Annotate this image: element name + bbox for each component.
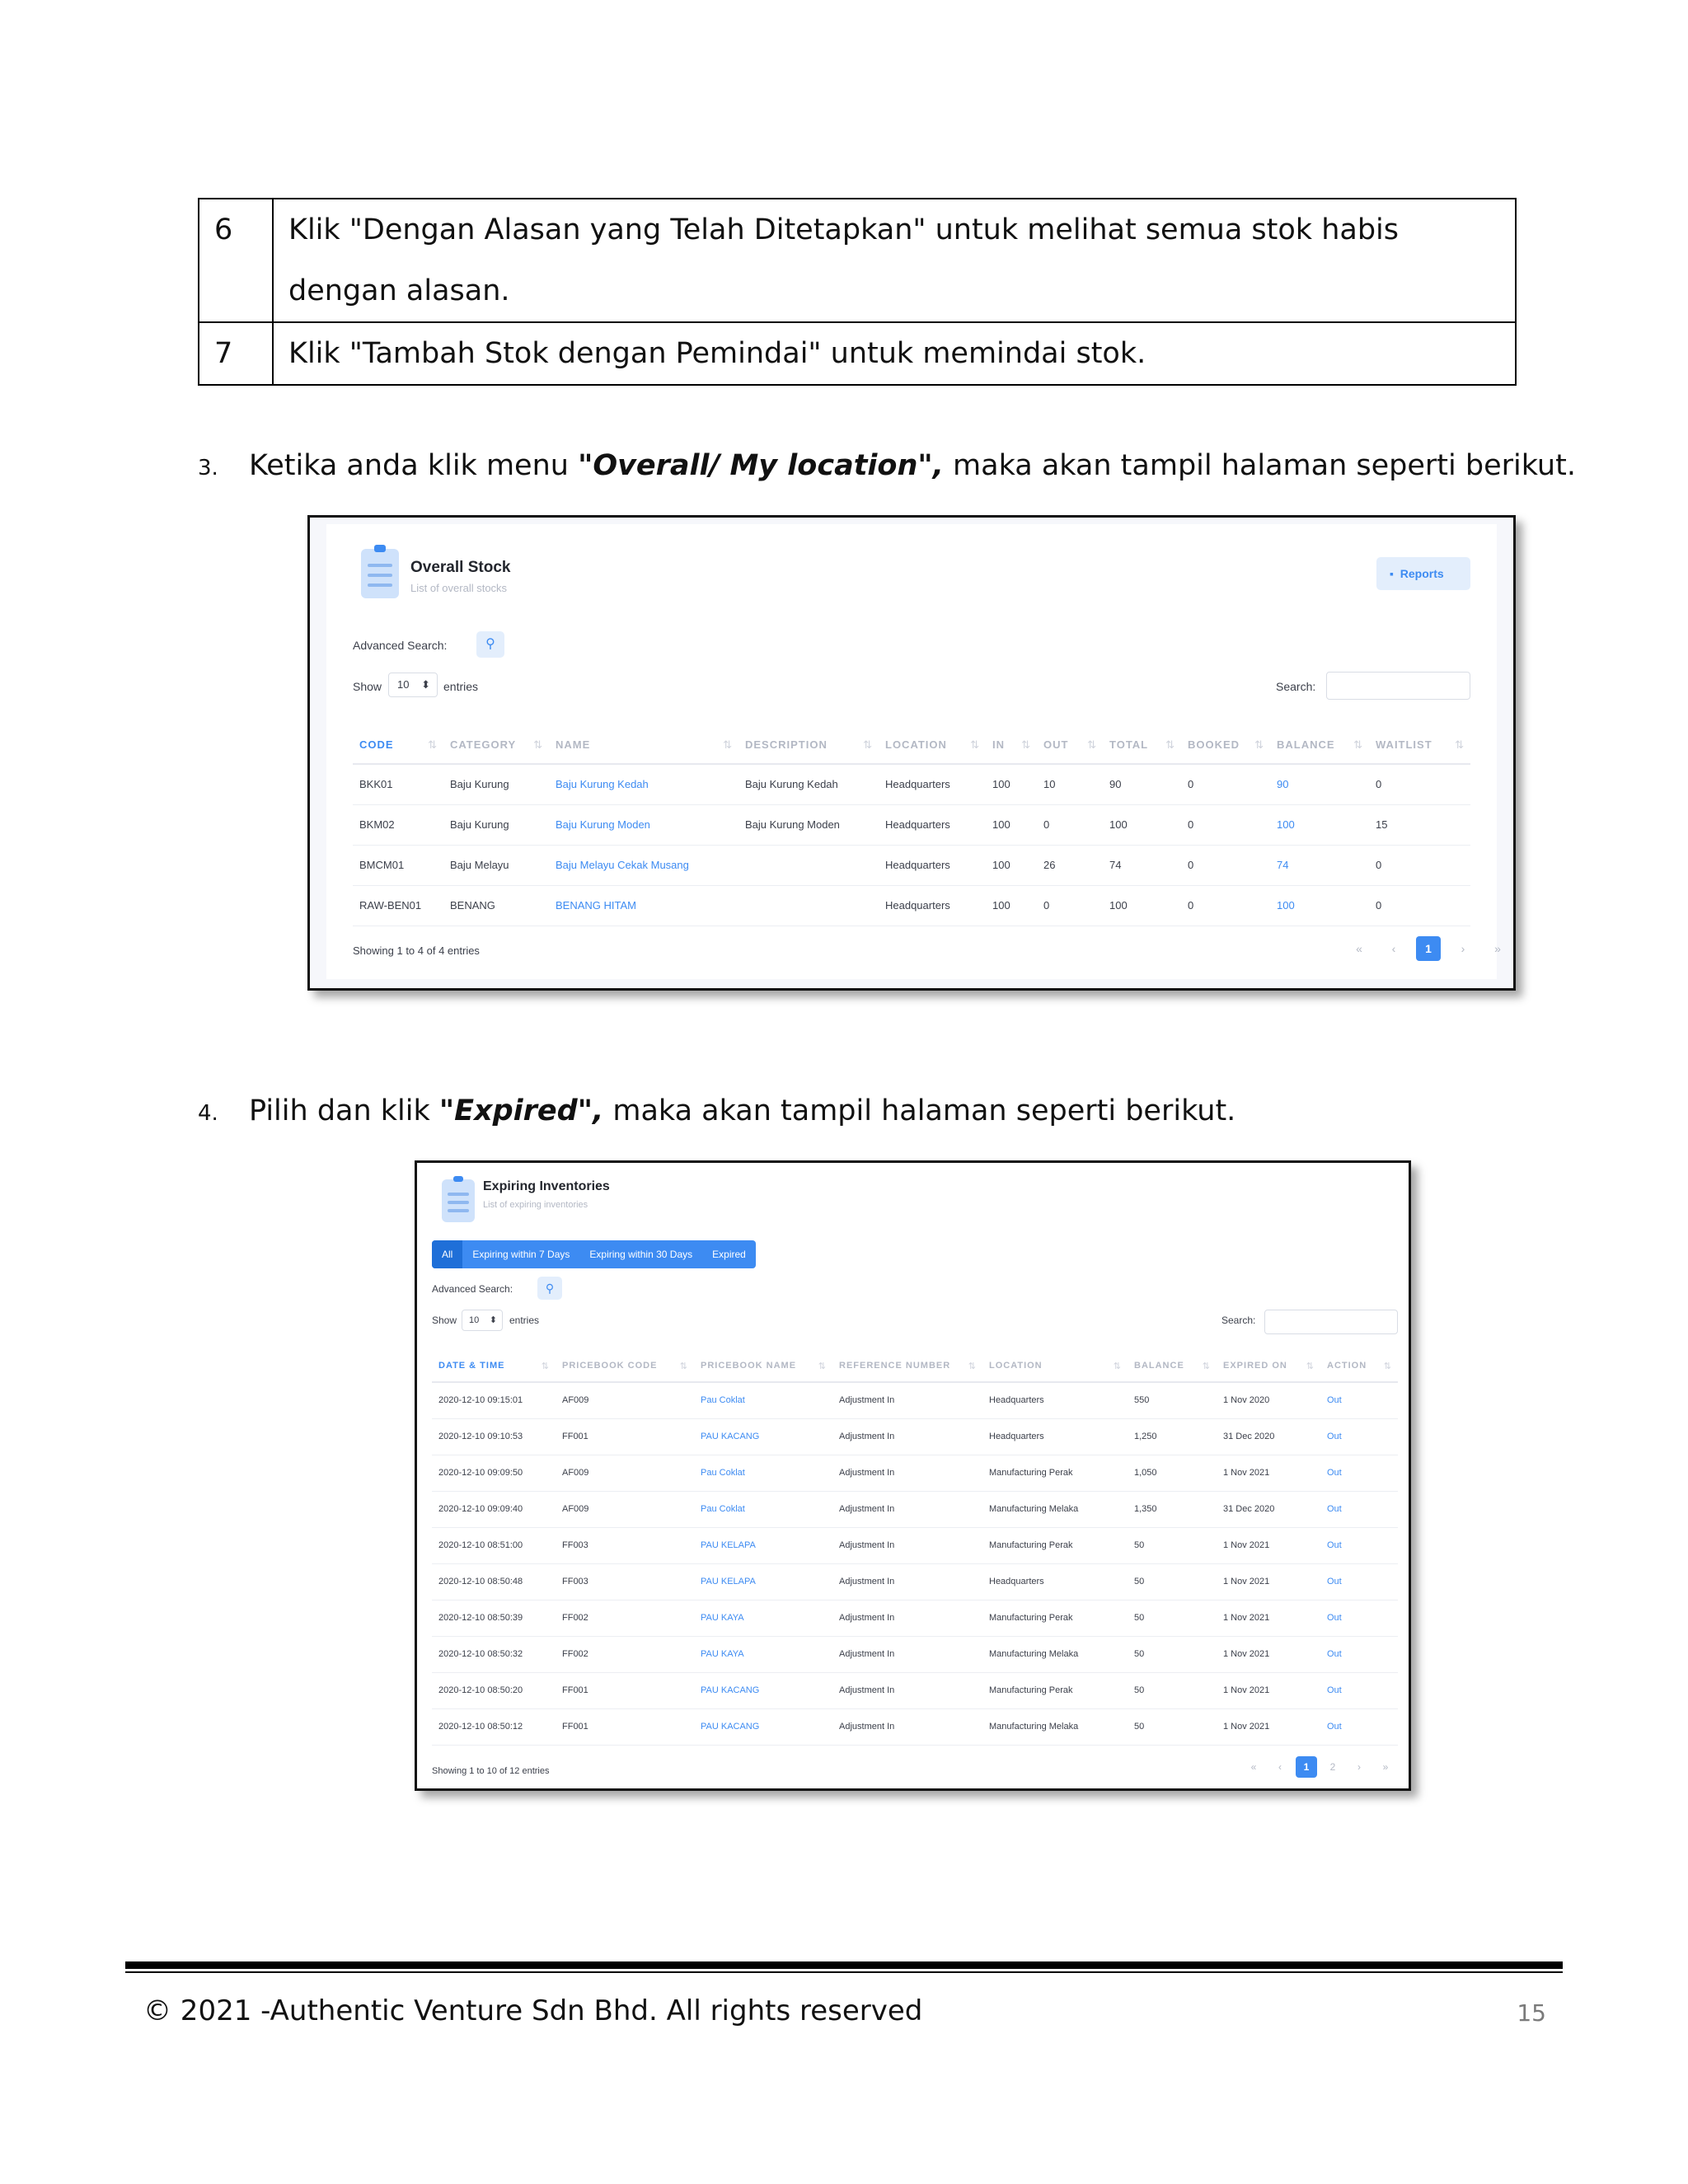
cell-reference-number: Adjustment In [832,1563,982,1600]
sort-icon[interactable]: ⇅ [533,738,542,751]
steps-table [198,198,1517,386]
advanced-search-button[interactable] [476,631,504,658]
prev-page-icon[interactable]: ‹ [1391,942,1396,955]
cell-pricebook-name[interactable]: PAU KAYA [694,1600,832,1636]
entries-select[interactable] [462,1310,503,1331]
cell-date-time: 2020-12-10 08:50:39 [432,1600,556,1636]
advanced-search-label: Advanced Search: [432,1283,513,1295]
cell-location: Headquarters [879,845,986,885]
expiry-filter-tabs [432,1240,756,1268]
column-header-pricebook-name[interactable]: PRICEBOOK NAME ⇅ [694,1351,832,1382]
search-label: Search: [1276,680,1316,693]
cell-out: 10 [1037,764,1103,804]
cell-code: BMCM01 [353,845,443,885]
sort-icon[interactable]: ⇅ [1202,1361,1210,1371]
cell-balance[interactable]: 90 [1270,764,1369,804]
page-button-1[interactable]: 1 [1416,936,1441,961]
cell-expired-on: 1 Nov 2021 [1217,1672,1320,1708]
tab-expired[interactable]: Expired [712,1249,746,1260]
cell-reference-number: Adjustment In [832,1527,982,1563]
sort-icon[interactable]: ⇅ [428,738,437,751]
cell-in: 100 [986,885,1037,926]
cell-balance: 50 [1128,1563,1217,1600]
page-number: 15 [1517,1999,1546,2027]
table-header-row [432,1351,1398,1382]
cell-action[interactable]: Out [1320,1600,1398,1636]
copyright-text: © 2021 -Authentic Venture Sdn Bhd. All rights reserved [143,1994,923,2027]
cell-out: 26 [1037,845,1103,885]
cell-expired-on: 1 Nov 2020 [1217,1382,1320,1418]
column-header-booked[interactable]: BOOKED ⇅ [1181,726,1270,764]
report-icon: ▪ [1390,567,1394,580]
clipboard-icon [361,549,399,598]
cell-expired-on: 31 Dec 2020 [1217,1418,1320,1455]
cell-name[interactable]: Baju Melayu Cekak Musang [549,845,738,885]
cell-name[interactable]: Baju Kurung Kedah [549,764,738,804]
cell-waitlist: 15 [1369,804,1470,845]
cell-balance: 50 [1128,1708,1217,1745]
cell-date-time: 2020-12-10 09:15:01 [432,1382,556,1418]
cell-total: 74 [1103,845,1181,885]
search-icon: ⚲ [485,637,495,651]
section-number: 3. [198,456,218,480]
expiring-inventories-screenshot [415,1160,1411,1791]
step-number: 6 [199,199,273,322]
first-page-icon[interactable]: « [1356,942,1362,955]
cell-pricebook-code: FF003 [556,1527,694,1563]
cell-balance: 1,350 [1128,1491,1217,1527]
cell-booked: 0 [1181,764,1270,804]
cell-reference-number: Adjustment In [832,1491,982,1527]
cell-waitlist: 0 [1369,845,1470,885]
sort-icon[interactable]: ⇅ [1021,738,1030,751]
column-header-date-time[interactable]: DATE & TIME ⇅ [432,1351,556,1382]
overall-stock-table [353,726,1470,926]
cell-location: Manufacturing Melaka [982,1708,1128,1745]
footer-rule-thin [125,1971,1563,1973]
cell-pricebook-name[interactable]: PAU KACANG [694,1418,832,1455]
cell-reference-number: Adjustment In [832,1636,982,1672]
page-title: Overall Stock [410,559,511,576]
cell-expired-on: 1 Nov 2021 [1217,1636,1320,1672]
column-header-pricebook-code[interactable]: PRICEBOOK CODE ⇅ [556,1351,694,1382]
cell-pricebook-code: AF009 [556,1455,694,1491]
cell-action[interactable]: Out [1320,1563,1398,1600]
menu-name: "Overall/ My location", [578,449,944,482]
cell-action[interactable]: Out [1320,1382,1398,1418]
cell-booked: 0 [1181,804,1270,845]
cell-date-time: 2020-12-10 08:51:00 [432,1527,556,1563]
cell-code: BKM02 [353,804,443,845]
column-header-reference-number[interactable]: REFERENCE NUMBER ⇅ [832,1351,982,1382]
cell-in: 100 [986,845,1037,885]
table-row [432,1382,1398,1418]
cell-pricebook-name[interactable]: PAU KELAPA [694,1527,832,1563]
sort-icon[interactable]: ⇅ [541,1361,549,1371]
table-row [353,764,1470,804]
cell-pricebook-name[interactable]: PAU KACANG [694,1672,832,1708]
search-input[interactable] [1264,1310,1398,1334]
cell-code: BKK01 [353,764,443,804]
sort-icon[interactable]: ⇅ [818,1361,826,1371]
pagination [1347,936,1510,961]
cell-pricebook-code: FF003 [556,1563,694,1600]
cell-balance: 1,250 [1128,1418,1217,1455]
cell-location: Headquarters [879,764,986,804]
column-header-name[interactable]: NAME ⇅ [549,726,738,764]
sort-updown-icon: ⬍ [489,1315,497,1325]
cell-balance[interactable]: 100 [1270,804,1369,845]
cell-category: Baju Melayu [443,845,549,885]
cell-description [738,885,879,926]
cell-balance: 550 [1128,1382,1217,1418]
cell-name[interactable]: BENANG HITAM [549,885,738,926]
showing-entries-text: Showing 1 to 10 of 12 entries [432,1766,550,1776]
entries-select[interactable] [388,673,438,697]
cell-pricebook-name[interactable]: Pau Coklat [694,1491,832,1527]
reports-button[interactable] [1376,557,1470,590]
sort-icon[interactable]: ⇅ [1353,738,1362,751]
first-page-icon[interactable]: « [1250,1761,1257,1773]
entries-label: entries [509,1315,540,1326]
page-subtitle: List of overall stocks [410,582,508,594]
sort-updown-icon: ⬍ [421,678,430,691]
cell-pricebook-code: FF001 [556,1418,694,1455]
cell-location: Manufacturing Melaka [982,1636,1128,1672]
cell-expired-on: 1 Nov 2021 [1217,1455,1320,1491]
menu-name: "Expired", [438,1094,604,1127]
sort-icon[interactable]: ⇅ [1455,738,1464,751]
cell-expired-on: 1 Nov 2021 [1217,1708,1320,1745]
table-row [432,1455,1398,1491]
cell-location: Manufacturing Melaka [982,1491,1128,1527]
instruction-text: Pilih dan klik [249,1094,439,1127]
sort-icon[interactable]: ⇅ [679,1361,687,1371]
column-header-waitlist[interactable]: WAITLIST ⇅ [1369,726,1470,764]
sort-icon[interactable]: ⇅ [968,1361,976,1371]
search-label: Search: [1221,1315,1256,1326]
cell-location: Manufacturing Perak [982,1527,1128,1563]
cell-reference-number: Adjustment In [832,1672,982,1708]
cell-pricebook-code: FF002 [556,1636,694,1672]
cell-balance: 50 [1128,1636,1217,1672]
column-header-action[interactable]: ACTION ⇅ [1320,1351,1398,1382]
show-label: Show [432,1315,457,1326]
cell-expired-on: 1 Nov 2021 [1217,1600,1320,1636]
cell-category: BENANG [443,885,549,926]
cell-description: Baju Kurung Kedah [738,764,879,804]
column-header-expired-on[interactable]: EXPIRED ON ⇅ [1217,1351,1320,1382]
cell-pricebook-name[interactable]: PAU KAYA [694,1636,832,1672]
clipboard-icon [442,1179,475,1222]
cell-waitlist: 0 [1369,764,1470,804]
sort-icon[interactable]: ⇅ [970,738,979,751]
cell-balance: 50 [1128,1600,1217,1636]
entries-label: entries [443,680,479,693]
table-row [353,804,1470,845]
column-header-code[interactable]: CODE ⇅ [353,726,443,764]
sort-icon[interactable]: ⇅ [863,738,872,751]
step-row [199,322,1516,385]
cell-date-time: 2020-12-10 08:50:20 [432,1672,556,1708]
cell-pricebook-name[interactable]: Pau Coklat [694,1382,832,1418]
sort-icon[interactable]: ⇅ [1306,1361,1314,1371]
page-subtitle: List of expiring inventories [483,1200,588,1210]
cell-location: Headquarters [879,885,986,926]
footer-rule [125,1961,1563,1969]
table-row [353,885,1470,926]
column-header-location[interactable]: LOCATION ⇅ [982,1351,1128,1382]
cell-in: 100 [986,804,1037,845]
sort-icon[interactable]: ⇅ [1165,738,1175,751]
page-button-2[interactable]: 2 [1329,1761,1336,1773]
cell-expired-on: 31 Dec 2020 [1217,1491,1320,1527]
cell-location: Manufacturing Perak [982,1600,1128,1636]
cell-balance: 1,050 [1128,1455,1217,1491]
last-page-icon[interactable]: » [1382,1761,1389,1773]
overall-stock-screenshot [307,515,1516,991]
cell-pricebook-name[interactable]: Pau Coklat [694,1455,832,1491]
page-button-1[interactable]: 1 [1296,1756,1317,1778]
cell-reference-number: Adjustment In [832,1382,982,1418]
tab-expiring-within-30-days[interactable]: Expiring within 30 Days [589,1249,693,1260]
column-header-total[interactable]: TOTAL ⇅ [1103,726,1181,764]
cell-reference-number: Adjustment In [832,1455,982,1491]
cell-booked: 0 [1181,885,1270,926]
cell-total: 90 [1103,764,1181,804]
next-page-icon[interactable]: › [1357,1761,1361,1773]
section-number: 4. [198,1101,218,1126]
instruction-text: maka akan tampil halaman seperti berikut. [943,449,1576,482]
entries-value: 10 [397,678,410,691]
cell-pricebook-name[interactable]: PAU KACANG [694,1708,832,1745]
cell-location: Headquarters [982,1563,1128,1600]
cell-location: Headquarters [982,1418,1128,1455]
cell-in: 100 [986,764,1037,804]
cell-out: 0 [1037,804,1103,845]
cell-reference-number: Adjustment In [832,1708,982,1745]
last-page-icon[interactable]: » [1494,942,1501,955]
sort-icon[interactable]: ⇅ [1113,1361,1121,1371]
cell-balance[interactable]: 74 [1270,845,1369,885]
search-icon: ⚲ [545,1282,555,1295]
section-3-instruction [198,445,1576,489]
search-input[interactable] [1326,672,1470,700]
table-row [432,1527,1398,1563]
cell-date-time: 2020-12-10 09:09:40 [432,1491,556,1527]
cell-pricebook-code: AF009 [556,1382,694,1418]
cell-balance[interactable]: 100 [1270,885,1369,926]
cell-location: Headquarters [982,1382,1128,1418]
table-row [432,1708,1398,1745]
cell-waitlist: 0 [1369,885,1470,926]
tab-all[interactable]: All [432,1240,462,1268]
cell-date-time: 2020-12-10 08:50:12 [432,1708,556,1745]
column-header-balance[interactable]: BALANCE ⇅ [1128,1351,1217,1382]
showing-entries-text: Showing 1 to 4 of 4 entries [353,944,480,957]
cell-location: Headquarters [879,804,986,845]
column-header-description[interactable]: DESCRIPTION ⇅ [738,726,879,764]
section-4-instruction [198,1090,1236,1134]
cell-location: Manufacturing Perak [982,1672,1128,1708]
cell-description: Baju Kurung Moden [738,804,879,845]
next-page-icon[interactable]: › [1461,942,1465,955]
step-row [199,199,1516,322]
cell-reference-number: Adjustment In [832,1418,982,1455]
tab-expiring-within-7-days[interactable]: Expiring within 7 Days [472,1249,570,1260]
instruction-text: Ketika anda klik menu [249,449,579,482]
cell-description [738,845,879,885]
page-title: Expiring Inventories [483,1179,610,1193]
cell-reference-number: Adjustment In [832,1600,982,1636]
cell-expired-on: 1 Nov 2021 [1217,1527,1320,1563]
advanced-search-button[interactable] [537,1277,562,1300]
column-header-out[interactable]: OUT ⇅ [1037,726,1103,764]
cell-expired-on: 1 Nov 2021 [1217,1563,1320,1600]
cell-out: 0 [1037,885,1103,926]
cell-name[interactable]: Baju Kurung Moden [549,804,738,845]
table-row [432,1636,1398,1672]
cell-total: 100 [1103,804,1181,845]
cell-action[interactable]: Out [1320,1636,1398,1672]
cell-action[interactable]: Out [1320,1491,1398,1527]
cell-location: Manufacturing Perak [982,1455,1128,1491]
cell-pricebook-name[interactable]: PAU KELAPA [694,1563,832,1600]
advanced-search-label: Advanced Search: [353,639,448,652]
cell-balance: 50 [1128,1527,1217,1563]
sort-icon[interactable]: ⇅ [1383,1361,1391,1371]
column-header-location[interactable]: LOCATION ⇅ [879,726,986,764]
pagination [1243,1756,1396,1778]
step-number: 7 [199,322,273,385]
table-row [432,1491,1398,1527]
cell-action[interactable]: Out [1320,1672,1398,1708]
entries-value: 10 [469,1315,480,1325]
cell-date-time: 2020-12-10 08:50:48 [432,1563,556,1600]
cell-date-time: 2020-12-10 08:50:32 [432,1636,556,1672]
sort-icon[interactable]: ⇅ [1087,738,1096,751]
sort-icon[interactable]: ⇅ [1254,738,1264,751]
cell-action[interactable]: Out [1320,1455,1398,1491]
sort-icon[interactable]: ⇅ [723,738,732,751]
cell-date-time: 2020-12-10 09:09:50 [432,1455,556,1491]
cell-action[interactable]: Out [1320,1418,1398,1455]
table-row [432,1418,1398,1455]
cell-pricebook-code: FF001 [556,1672,694,1708]
table-row [432,1563,1398,1600]
instruction-text: maka akan tampil halaman seperti berikut. [603,1094,1236,1127]
column-header-in[interactable]: IN ⇅ [986,726,1037,764]
cell-pricebook-code: FF001 [556,1708,694,1745]
column-header-balance[interactable]: BALANCE ⇅ [1270,726,1369,764]
cell-category: Baju Kurung [443,804,549,845]
prev-page-icon[interactable]: ‹ [1278,1761,1282,1773]
cell-date-time: 2020-12-10 09:10:53 [432,1418,556,1455]
cell-pricebook-code: AF009 [556,1491,694,1527]
reports-label: Reports [1400,567,1444,580]
cell-pricebook-code: FF002 [556,1600,694,1636]
cell-total: 100 [1103,885,1181,926]
cell-action[interactable]: Out [1320,1527,1398,1563]
step-text: Klik "Tambah Stok dengan Pemindai" untuk memindai stok. [273,322,1516,385]
table-header-row [353,726,1470,764]
step-text: Klik "Dengan Alasan yang Telah Ditetapkan" untuk melihat semua stok habis dengan alasan. [273,199,1516,322]
cell-balance: 50 [1128,1672,1217,1708]
cell-code: RAW-BEN01 [353,885,443,926]
column-header-category[interactable]: CATEGORY ⇅ [443,726,549,764]
expiring-inventories-table [432,1351,1398,1746]
table-row [432,1600,1398,1636]
show-label: Show [353,680,382,693]
table-row [353,845,1470,885]
table-row [432,1672,1398,1708]
cell-action[interactable]: Out [1320,1708,1398,1745]
cell-category: Baju Kurung [443,764,549,804]
cell-booked: 0 [1181,845,1270,885]
